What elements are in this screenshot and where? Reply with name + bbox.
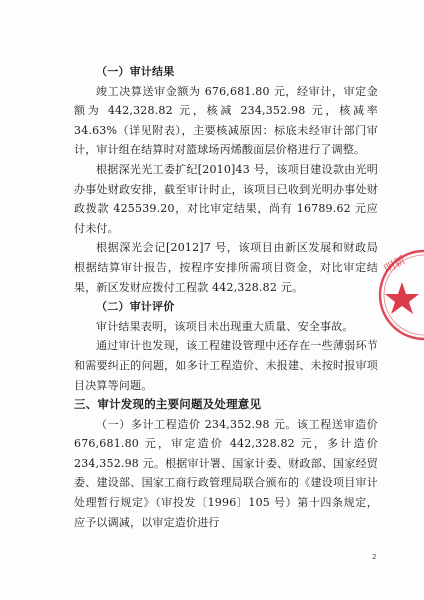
heading-audit-evaluation: （二）审计评价 bbox=[96, 300, 175, 314]
paragraph-evaluation-2: 通过审计也发现，该工程建设管理中还存在一些薄弱环节和需要纠正的问题，如多计工程造价、未报建、未按时报审项目决算等问题。 bbox=[74, 339, 378, 392]
heading-main-issues: 三、审计发现的主要问题及处理意见 bbox=[74, 397, 262, 412]
paragraph-result-3: 根据深光会记[2012]7 号，该项目由新区发展和财政局根据结算审计报告，按程序安排所需项目资金，对比审定结果，新区发财应拨付工程款 442,328.82 元。 bbox=[74, 241, 378, 294]
paragraph-result-1: 竣工决算送审金额为 676,681.80 元，经审计，审定金额为 442,328.82 元，核减 234,352.98 元，核减率 34.63%（详见附表），主要核减原因：标底未经审计部门审计，审计组在结算时对篮球场丙烯酸面层价格进行了调整。 bbox=[74, 84, 378, 157]
document-body bbox=[74, 62, 378, 532]
seal-star-icon bbox=[385, 282, 419, 314]
official-seal bbox=[372, 250, 424, 340]
paragraph-evaluation-1: 审计结果表明，该项目未出现重大质量、安全事故。 bbox=[96, 319, 354, 333]
heading-audit-results: （一）审计结果 bbox=[96, 65, 175, 78]
paragraph-result-2: 根据深光光工委扩纪[2010]43 号，该项目建设款由光明办事处财政安排，截至审计时止，该项目已收到光明办事处财政拨款 425539.20，对比审定结果，尚有 16789.62 元应付未付。 bbox=[74, 162, 378, 235]
paragraph-issue-1: （一）多计工程造价 234,352.98 元。该工程送审造价 676,681.80 元，审定造价 442,328.82 元，多计造价 234,352.98 元。根据审计署、国家计委、财政部、国家经贸委、建设部、国家工商行政管理局联合颁布的《建设项目审计处理暂行规定》（审投发〔1996〕105 号）第十四条规定，应予以调减，以审定造价进行 bbox=[74, 417, 378, 529]
seal-text: 明新 bbox=[382, 253, 408, 276]
page-number: 2 bbox=[372, 553, 377, 561]
